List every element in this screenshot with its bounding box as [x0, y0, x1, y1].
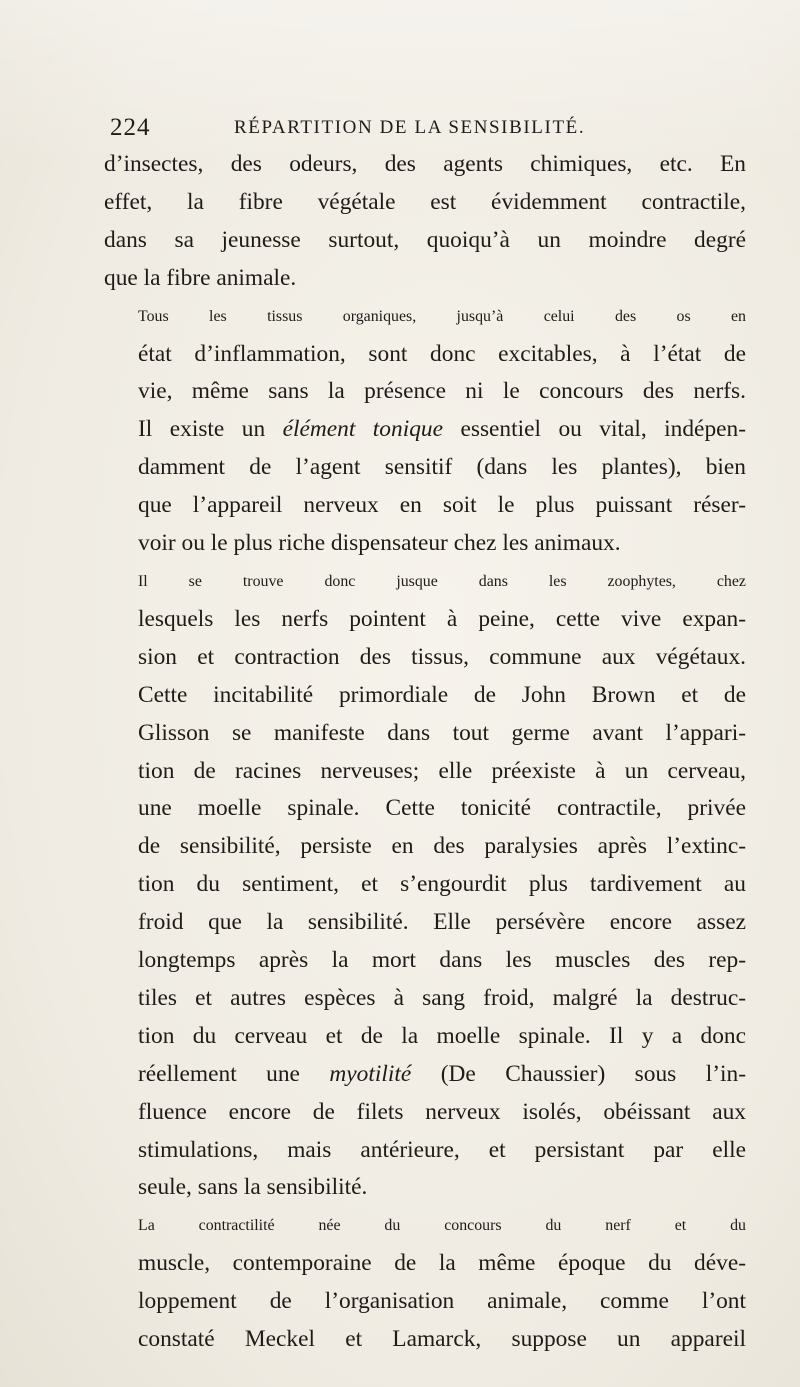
- text-line: muscle, contemporaine de la même époque du déve-: [138, 1250, 746, 1277]
- text-line: sion et contraction des tissus, commune aux végétaux.: [138, 643, 746, 670]
- text-line: Il se trouve donc jusque dans les zoophytes, chez: [138, 572, 746, 590]
- running-head: RÉPARTITION DE LA SENSIBILITÉ.: [234, 117, 586, 138]
- italic-term: élément tonique: [282, 416, 443, 443]
- text-line: que la fibre animale.: [104, 264, 297, 291]
- text-line: tion de racines nerveuses; elle préexiste à un cerveau,: [138, 757, 746, 784]
- text-line: La contractilité née du concours du nerf et du: [138, 1217, 746, 1235]
- text-line: damment de l’agent sensitif (dans les plantes), bien: [138, 454, 746, 481]
- text-line: que l’appareil nerveux en soit le plus puissant réser-: [138, 492, 746, 519]
- text-line: loppement de l’organisation animale, comme l’ont: [138, 1288, 746, 1315]
- italic-term: myotilité: [329, 1060, 412, 1087]
- paragraph-3: [104, 563, 746, 1207]
- text-line: constaté Meckel et Lamarck, suppose un appareil: [138, 1326, 746, 1353]
- text-line: tiles et autres espèces à sang froid, malgré la destruc-: [138, 984, 746, 1011]
- text-line: fluence encore de filets nerveux isolés, obéissant aux: [138, 1098, 746, 1125]
- page-header: [110, 110, 770, 146]
- text-fragment: Il existe un: [138, 416, 266, 443]
- page-number: 224: [110, 114, 151, 141]
- body-text: [104, 146, 746, 1359]
- text-line: de sensibilité, persiste en des paralysies après l’extinc-: [138, 833, 746, 860]
- text-line: stimulations, mais antérieure, et persistant par elle: [138, 1136, 746, 1163]
- text-line: froid que la sensibilité. Elle persévère encore assez: [138, 909, 746, 936]
- text-line: longtemps après la mort dans les muscles des rep-: [138, 947, 746, 974]
- text-fragment: réellement une: [138, 1060, 300, 1087]
- text-line: Tous les tissus organiques, jusqu’à celui des os en: [138, 307, 746, 325]
- text-line: seule, sans la sensibilité.: [138, 1174, 368, 1201]
- paragraph-4: [104, 1207, 746, 1359]
- text-fragment: essentiel ou vital, indépen-: [460, 416, 747, 443]
- text-fragment: (De Chaussier) sous l’in-: [440, 1060, 746, 1087]
- text-line: Cette incitabilité primordiale de John Brown et de: [138, 681, 746, 708]
- text-line: dans sa jeunesse surtout, quoiqu’à un moindre degré: [104, 226, 746, 253]
- text-line: une moelle spinale. Cette tonicité contractile, privée: [138, 795, 746, 822]
- text-line: voir ou le plus riche dispensateur chez les animaux.: [138, 530, 621, 557]
- paragraph-1: [104, 146, 746, 298]
- text-line: Glisson se manifeste dans tout germe avant l’appari-: [138, 719, 746, 746]
- paragraph-2: [104, 298, 746, 563]
- text-line: [104, 411, 746, 449]
- text-line: vie, même sans la présence ni le concours des nerfs.: [138, 378, 746, 405]
- text-line: tion du sentiment, et s’engourdit plus tardivement au: [138, 871, 746, 898]
- text-line: lesquels les nerfs pointent à peine, cette vive expan-: [138, 605, 746, 632]
- text-line: état d’inflammation, sont donc excitables, à l’état de: [138, 340, 746, 367]
- text-line: tion du cerveau et de la moelle spinale. Il y a donc: [138, 1022, 746, 1049]
- text-line: effet, la fibre végétale est évidemment contractile,: [104, 188, 746, 215]
- text-line: d’insectes, des odeurs, des agents chimiques, etc. En: [104, 151, 746, 177]
- text-line: [104, 1056, 746, 1094]
